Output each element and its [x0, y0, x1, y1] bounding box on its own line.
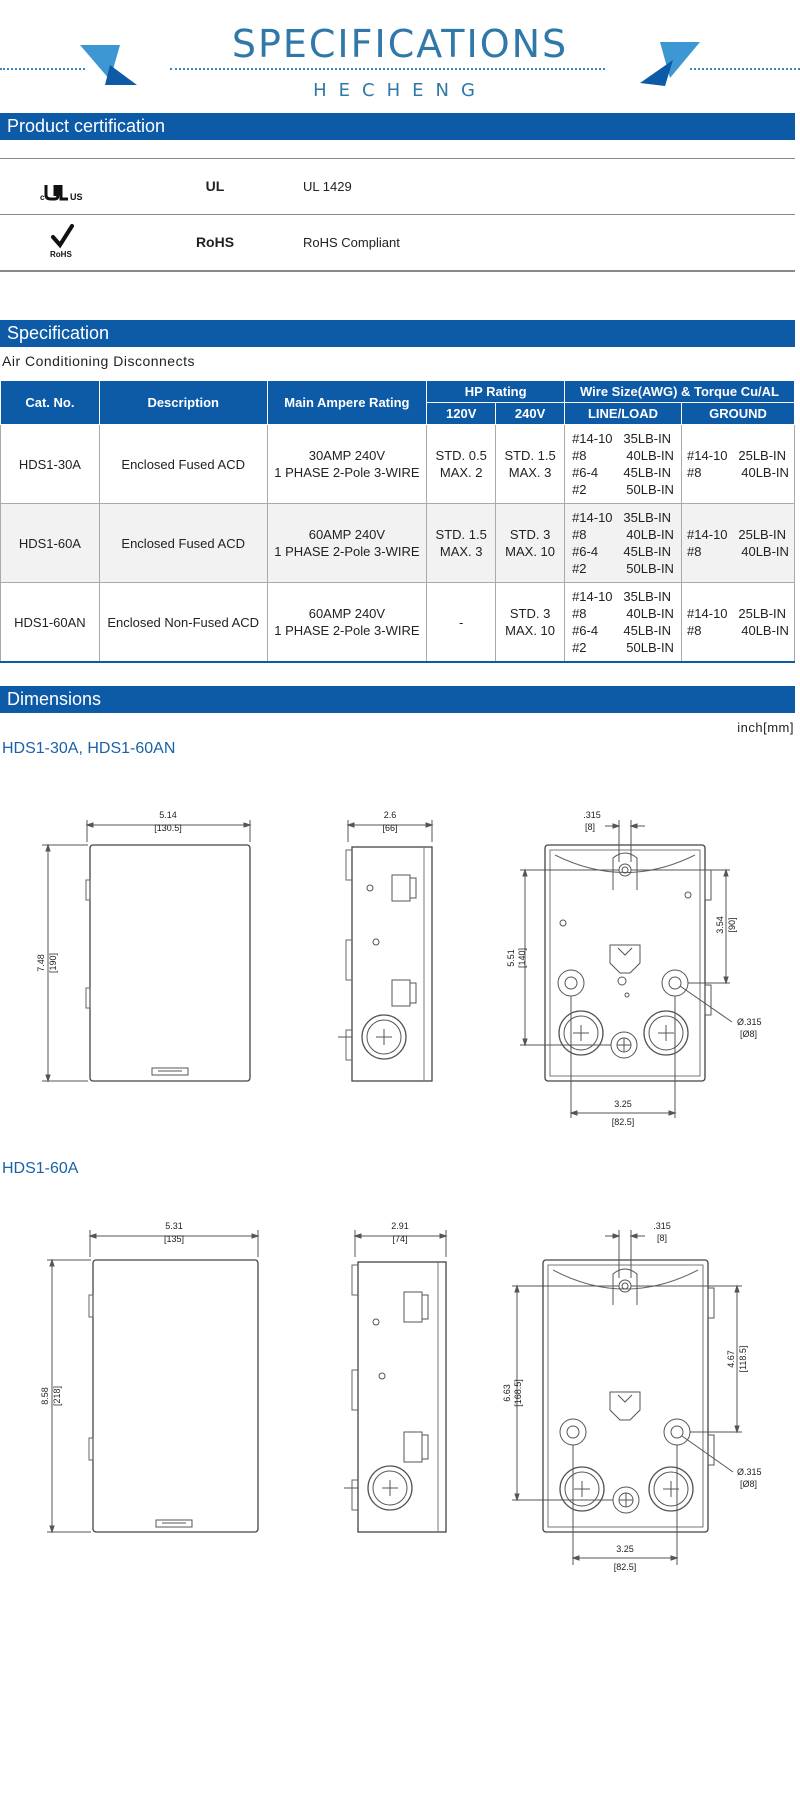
header-cat-no: Cat. No. — [1, 381, 100, 425]
ul-mark-icon — [30, 167, 100, 207]
header-description: Description — [99, 381, 267, 425]
cell-line-load: #14-10 35LB-IN #8 40LB-IN #6-4 45LB-IN #2 50LB-IN — [565, 504, 682, 583]
cell-cat-no: HDS1-60AN — [1, 583, 100, 663]
side-view-drawing — [338, 810, 432, 1081]
header-hp-rating: HP Rating — [427, 381, 565, 403]
svg-text:[74]: [74] — [392, 1234, 408, 1244]
svg-text:Ø.315: Ø.315 — [737, 1017, 762, 1027]
cell-cat-no: HDS1-30A — [1, 425, 100, 504]
svg-text:7.48: 7.48 — [36, 954, 46, 972]
models-heading: HDS1-60A — [2, 1160, 79, 1177]
svg-text:8.58: 8.58 — [40, 1387, 50, 1405]
svg-text:5.14: 5.14 — [159, 810, 177, 820]
cell-description: Enclosed Fused ACD — [99, 425, 267, 504]
svg-text:5.31: 5.31 — [165, 1221, 183, 1231]
svg-text:6.63: 6.63 — [502, 1384, 512, 1402]
section-bar-specification: Specification — [0, 320, 795, 347]
svg-text:[8]: [8] — [584, 822, 596, 832]
cell-line-load: #14-10 35LB-IN #8 40LB-IN #6-4 45LB-IN #2 50LB-IN — [565, 583, 682, 663]
dimension-drawings-group-1 — [0, 780, 800, 1130]
header-ground: GROUND — [681, 403, 794, 425]
table-row — [1, 504, 795, 583]
cell-hp-240: STD. 3 MAX. 10 — [496, 583, 565, 663]
cell-rating: 60AMP 240V 1 PHASE 2-Pole 3-WIRE — [267, 583, 427, 663]
svg-text:4.67: 4.67 — [726, 1350, 736, 1368]
back-view-drawing — [502, 1221, 762, 1572]
certification-name: UL — [205, 178, 225, 194]
cell-hp-120: - — [427, 583, 496, 663]
front-view-drawing — [40, 1221, 258, 1532]
unit-label: inch[mm] — [737, 720, 794, 735]
svg-text:Ø.315: Ø.315 — [737, 1467, 762, 1477]
svg-text:.315: .315 — [653, 1221, 671, 1231]
svg-text:2.6: 2.6 — [383, 810, 397, 820]
cell-ground: #14-10 25LB-IN #8 40LB-IN — [681, 425, 794, 504]
cell-hp-120: STD. 1.5 MAX. 3 — [427, 504, 496, 583]
svg-text:c: c — [40, 193, 45, 202]
header-main-ampere: Main Ampere Rating — [267, 381, 427, 425]
svg-text:RoHS: RoHS — [50, 250, 72, 259]
specification-subtitle: Air Conditioning Disconnects — [2, 353, 195, 369]
svg-text:3.54: 3.54 — [715, 916, 725, 934]
cell-line-load: #14-10 35LB-IN #8 40LB-IN #6-4 45LB-IN #2 50LB-IN — [565, 425, 682, 504]
cell-ground: #14-10 25LB-IN #8 40LB-IN — [681, 583, 794, 663]
header-dotted-line-left — [0, 68, 85, 70]
svg-text:[66]: [66] — [382, 823, 398, 833]
svg-text:[135]: [135] — [163, 1234, 185, 1244]
cell-hp-240: STD. 3 MAX. 10 — [496, 504, 565, 583]
triangle-decoration-right-icon — [635, 38, 705, 88]
header-line-load: LINE/LOAD — [565, 403, 682, 425]
svg-text:2.91: 2.91 — [391, 1221, 409, 1231]
svg-text:[Ø8]: [Ø8] — [740, 1029, 758, 1039]
certification-table — [0, 158, 795, 272]
models-heading: HDS1-30A, HDS1-60AN — [2, 740, 176, 757]
table-row — [1, 583, 795, 663]
side-view-drawing — [344, 1221, 446, 1532]
svg-text:3.25: 3.25 — [614, 1099, 632, 1109]
drawing-canvas — [0, 1200, 800, 1580]
svg-text:[140]: [140] — [517, 947, 527, 969]
cell-hp-120: STD. 0.5 MAX. 2 — [427, 425, 496, 504]
svg-text:[168.5]: [168.5] — [513, 1379, 523, 1407]
svg-text:[82.5]: [82.5] — [611, 1117, 635, 1127]
certification-description: RoHS Compliant — [303, 235, 400, 250]
cell-hp-240: STD. 1.5 MAX. 3 — [496, 425, 565, 504]
page-subtitle: HECHENG — [313, 80, 487, 101]
svg-text:[190]: [190] — [48, 952, 58, 974]
page-header — [0, 0, 800, 110]
header-dotted-line-center — [170, 68, 605, 70]
svg-text:.315: .315 — [583, 810, 601, 820]
svg-text:5.51: 5.51 — [506, 949, 516, 967]
header-hp-120v: 120V — [427, 403, 496, 425]
svg-text:US: US — [70, 192, 83, 202]
cell-rating: 30AMP 240V 1 PHASE 2-Pole 3-WIRE — [267, 425, 427, 504]
front-view-drawing — [36, 810, 250, 1081]
svg-text:[Ø8]: [Ø8] — [740, 1479, 758, 1489]
svg-text:[130.5]: [130.5] — [154, 823, 182, 833]
back-view-drawing — [506, 810, 762, 1127]
drawing-canvas — [0, 780, 800, 1130]
rohs-check-icon — [30, 220, 100, 260]
certification-row-rohs — [0, 214, 795, 272]
svg-text:[8]: [8] — [656, 1233, 668, 1243]
cell-rating: 60AMP 240V 1 PHASE 2-Pole 3-WIRE — [267, 504, 427, 583]
section-bar-dimensions: Dimensions — [0, 686, 795, 713]
svg-text:[90]: [90] — [727, 917, 737, 933]
page-title: SPECIFICATIONS — [231, 22, 569, 66]
cell-cat-no: HDS1-60A — [1, 504, 100, 583]
certification-row-ul — [0, 158, 795, 214]
cell-ground: #14-10 25LB-IN #8 40LB-IN — [681, 504, 794, 583]
header-wire-size: Wire Size(AWG) & Torque Cu/AL — [565, 381, 795, 403]
header-dotted-line-right — [690, 68, 800, 70]
section-bar-certification: Product certification — [0, 113, 795, 140]
cell-description: Enclosed Non-Fused ACD — [99, 583, 267, 663]
dimension-drawings-group-2 — [0, 1200, 800, 1580]
svg-text:[82.5]: [82.5] — [613, 1562, 637, 1572]
specification-table — [0, 380, 795, 663]
cell-description: Enclosed Fused ACD — [99, 504, 267, 583]
table-row — [1, 425, 795, 504]
certification-description: UL 1429 — [303, 179, 352, 194]
header-hp-240v: 240V — [496, 403, 565, 425]
svg-text:[218]: [218] — [52, 1385, 62, 1407]
svg-text:[118.5]: [118.5] — [738, 1345, 748, 1373]
certification-name: RoHS — [195, 234, 235, 250]
svg-text:3.25: 3.25 — [616, 1544, 634, 1554]
